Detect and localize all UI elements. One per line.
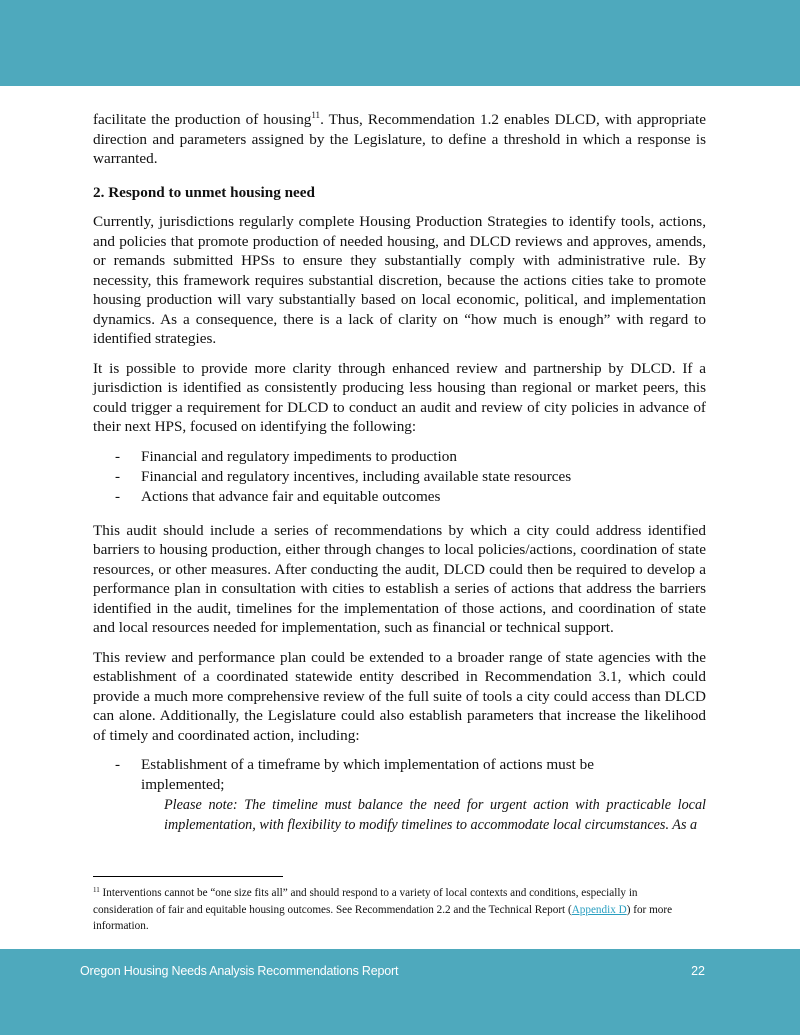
audit-focus-list	[93, 447, 706, 507]
footnote-reference[interactable]: 11	[311, 110, 321, 120]
list-item: - Financial and regulatory impediments to production	[93, 447, 706, 467]
paragraph-audit: This audit should include a series of recommendations by which a city could address identified barriers to housing production, either through changes to local policies/actions, coordination of state resources, or other measures. After conducting the audit, DLCD could then be required to develop a performance plan in consultation with cities to establish a series of actions that address the barriers identified in the audit, timelines for the implementation of those actions, and coordination of state and local resources needed for implementation, such as financial or technical support.	[93, 521, 706, 636]
header-band	[0, 0, 800, 86]
footnote-number: 11	[93, 886, 100, 894]
paragraph-intro: facilitate the production of housing$^{11}$. Thus, Recommendation 1.2 enables DLCD, with appropriate direction and parameters assigned by the Legislature, to define a threshold in which a response is warranted.	[93, 110, 706, 167]
parameters-list	[93, 755, 706, 795]
appendix-d-link[interactable]: Appendix D	[571, 903, 627, 916]
page-number: 22	[691, 964, 705, 978]
list-item: - Actions that advance fair and equitable outcomes	[93, 487, 706, 507]
paragraph-performance-plan: This review and performance plan could be extended to a broader range of state agencies with the establishment of a coordinated statewide entity described in Recommendation 3.1, which could provide a much more comprehensive review of the full suite of tools a city could access than DLCD can alone. Additionally, the Legislature could also establish parameters that increase the likelihood of timely and coordinated action, including:	[93, 648, 706, 744]
page-body	[93, 110, 706, 835]
footnote: $^{11}$ Interventions cannot be “one size fits all” and should respond to a variety of local contexts and conditions, especially in consideration of fair and equitable housing outcomes. See Recommendation 2.2 and the Technical Report (Appendix D) for more information.	[93, 886, 673, 932]
paragraph-current-framework: Currently, jurisdictions regularly complete Housing Production Strategies to identify tools, actions, and policies that promote production of needed housing, and DLCD reviews and approves, amends, or remands submitted HPSs to ensure they substantially comply with administrative rule. By necessity, this framework requires substantial discretion, because the actions cities take to promote housing production will vary substantially based on local economic, political, and implementation dynamics. As a consequence, there is a lack of clarity on “how much is enough” with regard to identified strategies.	[93, 213, 706, 347]
list-item: - Establishment of a timeframe by which implementation of actions must be implemented;	[93, 755, 706, 795]
footnote-divider	[93, 876, 283, 877]
footer-band	[0, 949, 800, 1035]
paragraph-enhanced-review: It is possible to provide more clarity through enhanced review and partnership by DLCD. If a jurisdiction is identified as consistently producing less housing than regional or market peers, this could trigger a requirement for DLCD to conduct an audit and review of city policies in advance of their next HPS, focused on identifying the following:	[93, 359, 706, 435]
section-heading: 2. Respond to unmet housing need	[93, 183, 315, 201]
timeline-note: Please note: The timeline must balance the need for urgent action with practicable local implementation, with flexibility to modify timelines to accommodate local circumstances. As a	[164, 797, 706, 833]
list-item: - Financial and regulatory incentives, including available state resources	[93, 467, 706, 487]
footer-report-title: Oregon Housing Needs Analysis Recommendations Report	[80, 964, 399, 978]
